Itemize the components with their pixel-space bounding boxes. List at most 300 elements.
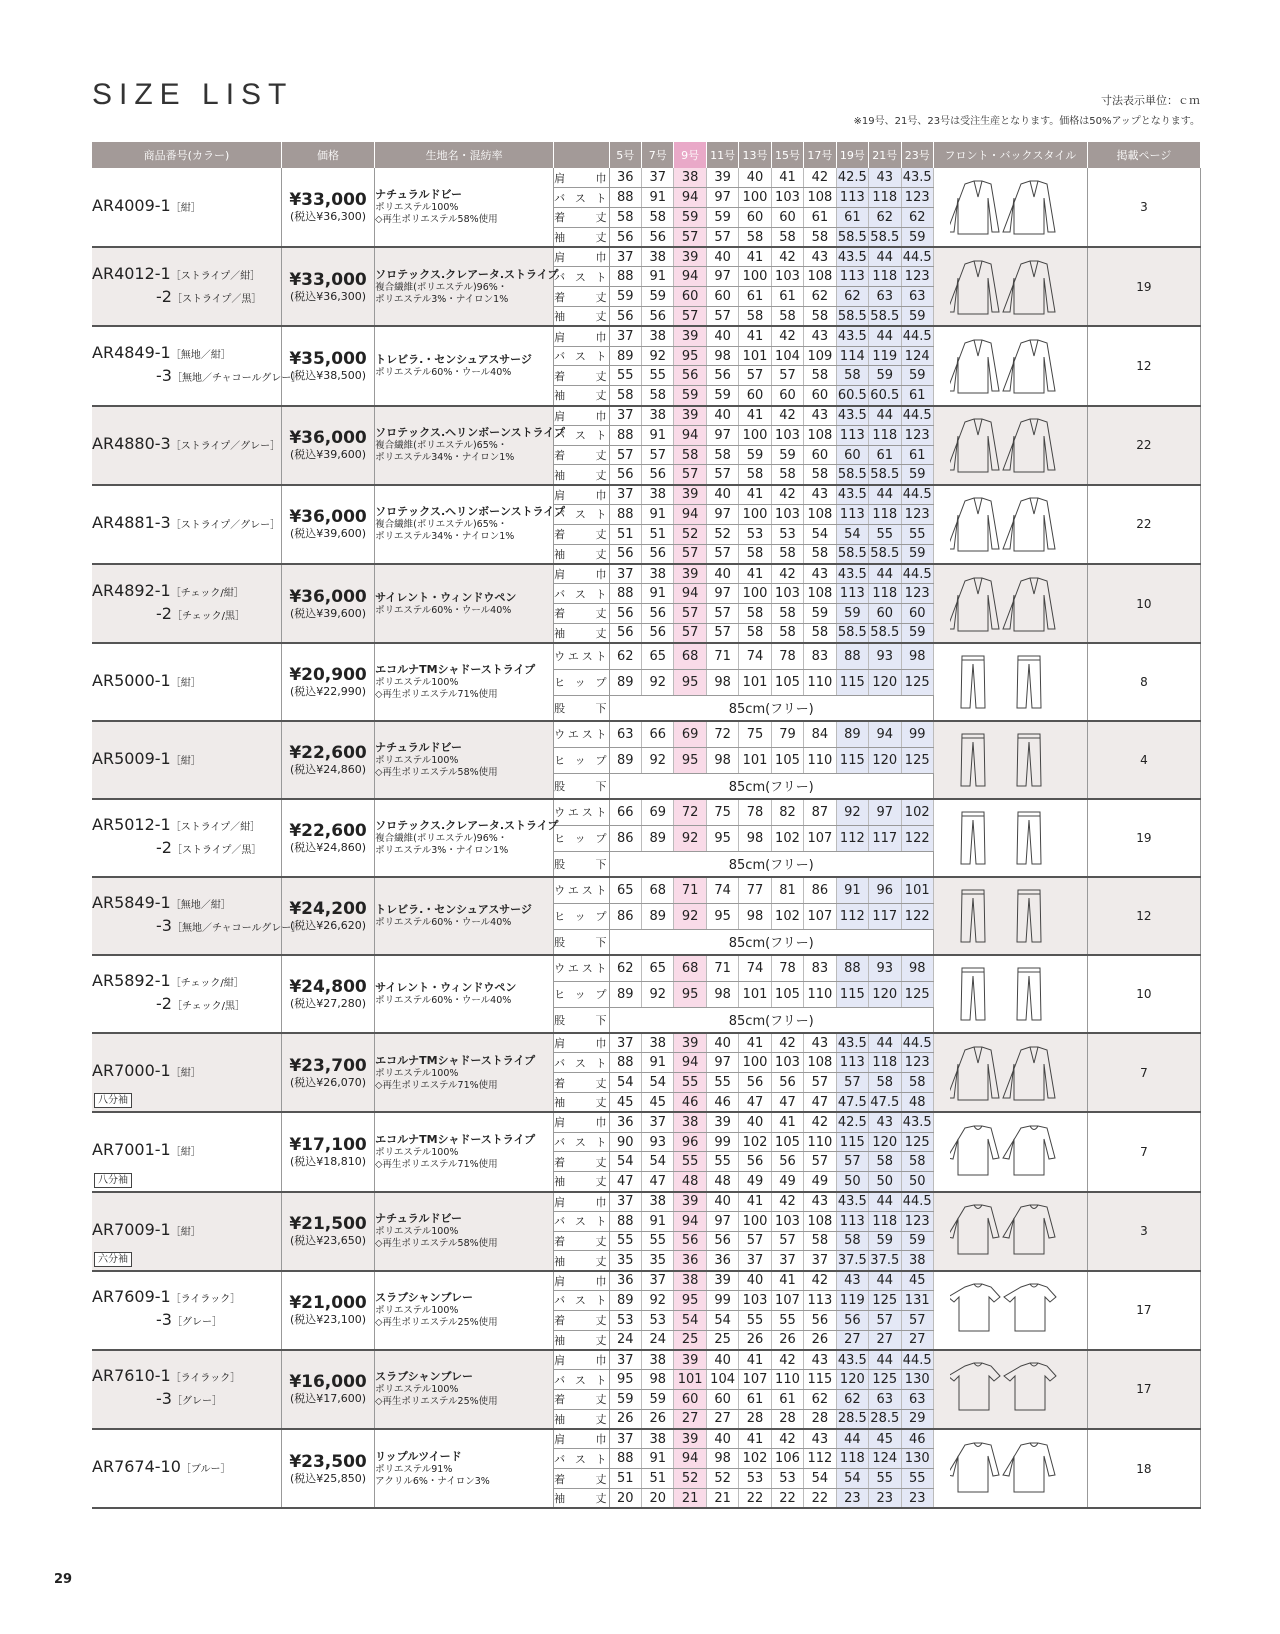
fabric-mix: ◇再生ポリエステル71%使用 bbox=[375, 1079, 498, 1091]
product-code bbox=[92, 994, 281, 1017]
fabric-mix: ポリエステル60%・ウール40% bbox=[375, 604, 512, 616]
price-cell bbox=[281, 1271, 374, 1350]
size-value: 59 bbox=[804, 604, 836, 624]
size-value: 60 bbox=[901, 604, 933, 624]
size-value: 27 bbox=[836, 1330, 868, 1350]
catalog-page: 19 bbox=[1087, 247, 1200, 326]
product-code-cell bbox=[92, 1271, 281, 1350]
size-value: 47.5 bbox=[869, 1093, 901, 1113]
size-value: 110 bbox=[804, 747, 836, 773]
catalog-page: 17 bbox=[1087, 1350, 1200, 1429]
measure-label: 袖 丈 bbox=[554, 1172, 609, 1192]
product-code-cell bbox=[92, 877, 302, 955]
catalog-page: 7 bbox=[1087, 1033, 1200, 1112]
size-value: 78 bbox=[771, 643, 803, 669]
style-illustration bbox=[933, 326, 1087, 405]
measure-label: 袖 丈 bbox=[554, 1409, 609, 1429]
code-color: ［無地／紺］ bbox=[170, 900, 231, 912]
fabric-cell bbox=[375, 168, 554, 247]
size-value: 37 bbox=[642, 1112, 674, 1132]
measure-label: ヒップ bbox=[554, 747, 609, 773]
size-value: 28 bbox=[771, 1409, 803, 1429]
fabric-mix: ◇再生ポリエステル58%使用 bbox=[375, 1238, 498, 1250]
size-value: 60 bbox=[771, 386, 803, 406]
header-size: 5号 bbox=[609, 142, 641, 168]
size-value: 42 bbox=[771, 1429, 803, 1449]
size-value: 43.5 bbox=[836, 247, 868, 267]
size-value: 36 bbox=[609, 1112, 641, 1132]
measure-label: 着 丈 bbox=[554, 1469, 609, 1489]
product-code-cell bbox=[92, 955, 281, 1033]
size-value: 39 bbox=[674, 247, 706, 267]
size-value: 97 bbox=[706, 425, 738, 445]
inseam-value: 85cm(フリー) bbox=[609, 851, 933, 877]
size-value: 44.5 bbox=[901, 1350, 933, 1370]
size-value: 61 bbox=[771, 287, 803, 307]
size-value: 43 bbox=[804, 1429, 836, 1449]
size-value: 55 bbox=[771, 1310, 803, 1330]
size-value: 60.5 bbox=[869, 386, 901, 406]
size-value: 20 bbox=[609, 1488, 641, 1508]
size-value: 51 bbox=[609, 1469, 641, 1489]
measure-label: 肩 巾 bbox=[554, 1271, 609, 1291]
size-value: 92 bbox=[642, 669, 674, 695]
size-value: 38 bbox=[674, 168, 706, 188]
fabric-cell bbox=[375, 721, 554, 799]
fabric-name: エコルナTMシャドーストライプ bbox=[375, 663, 536, 677]
measure-label: バスト bbox=[554, 1290, 609, 1310]
fabric-mix: 複合繊維(ポリエステル)65%・ bbox=[375, 440, 508, 452]
size-value: 38 bbox=[642, 1033, 674, 1053]
size-value: 60 bbox=[739, 208, 771, 228]
fabric-name: サイレント・ウィンドウペン bbox=[375, 590, 517, 604]
size-value: 43.5 bbox=[836, 406, 868, 426]
size-value: 82 bbox=[771, 799, 803, 825]
price-tax: (税込¥24,860) bbox=[289, 841, 367, 855]
size-value: 89 bbox=[609, 747, 641, 773]
measure-label: バスト bbox=[554, 505, 609, 525]
product-code bbox=[92, 287, 281, 310]
size-value: 118 bbox=[869, 425, 901, 445]
size-value: 131 bbox=[901, 1290, 933, 1310]
size-value: 23 bbox=[869, 1488, 901, 1508]
price-tax: (税込¥23,100) bbox=[289, 1313, 367, 1327]
size-value: 52 bbox=[674, 524, 706, 544]
size-value: 55 bbox=[706, 1073, 738, 1093]
size-value: 59 bbox=[901, 465, 933, 485]
price-tax: (税込¥26,620) bbox=[289, 919, 367, 933]
size-value: 94 bbox=[674, 584, 706, 604]
code-number: AR5849-1 bbox=[92, 893, 171, 913]
size-value: 91 bbox=[642, 267, 674, 287]
size-value: 44.5 bbox=[901, 485, 933, 505]
size-value: 59 bbox=[739, 445, 771, 465]
product-code bbox=[92, 343, 281, 366]
size-value: 60 bbox=[804, 386, 836, 406]
size-value: 54 bbox=[609, 1073, 641, 1093]
size-value: 42 bbox=[771, 1192, 803, 1212]
size-value: 110 bbox=[771, 1370, 803, 1390]
table-row bbox=[92, 721, 1201, 747]
table-row bbox=[92, 643, 1201, 669]
size-value: 118 bbox=[869, 1211, 901, 1231]
size-value: 45 bbox=[609, 1093, 641, 1113]
size-value: 118 bbox=[869, 267, 901, 287]
size-value: 44 bbox=[869, 1192, 901, 1212]
order-note: ※19号、21号、23号は受注生産となります。価格は50%アップとなります。 bbox=[853, 116, 1200, 127]
size-value: 41 bbox=[739, 326, 771, 346]
size-value: 43 bbox=[804, 485, 836, 505]
size-value: 38 bbox=[642, 1192, 674, 1212]
measure-label: 袖 丈 bbox=[554, 465, 609, 485]
size-value: 113 bbox=[836, 425, 868, 445]
size-value: 88 bbox=[836, 955, 868, 981]
code-number: -2 bbox=[156, 994, 172, 1014]
table-row bbox=[92, 1033, 1201, 1053]
size-value: 100 bbox=[739, 188, 771, 208]
size-value: 113 bbox=[836, 267, 868, 287]
size-value: 130 bbox=[901, 1449, 933, 1469]
size-value: 38 bbox=[642, 326, 674, 346]
product-code-cell bbox=[92, 326, 302, 405]
size-value: 58 bbox=[739, 465, 771, 485]
size-value: 57 bbox=[706, 623, 738, 643]
fabric-mix: ポリエステル100% bbox=[375, 1384, 459, 1396]
code-number: AR7001-1 bbox=[92, 1140, 171, 1160]
size-value: 54 bbox=[642, 1073, 674, 1093]
size-value: 43 bbox=[804, 1350, 836, 1370]
price-cell bbox=[281, 799, 374, 877]
code-number: -3 bbox=[156, 1310, 172, 1330]
size-value: 102 bbox=[901, 799, 933, 825]
size-value: 75 bbox=[706, 799, 738, 825]
size-value: 60 bbox=[706, 1389, 738, 1409]
size-value: 93 bbox=[642, 1132, 674, 1152]
measure-label: 着 丈 bbox=[554, 524, 609, 544]
size-value: 58 bbox=[804, 1231, 836, 1251]
measure-label: 股 下 bbox=[554, 929, 609, 955]
code-number: AR4892-1 bbox=[92, 580, 171, 600]
price-cell bbox=[281, 1350, 374, 1429]
size-value: 94 bbox=[869, 721, 901, 747]
size-value: 58 bbox=[739, 227, 771, 247]
size-value: 42 bbox=[771, 1350, 803, 1370]
price-cell bbox=[281, 564, 374, 643]
size-value: 54 bbox=[804, 1469, 836, 1489]
catalog-page: 18 bbox=[1087, 1429, 1200, 1508]
fabric-cell bbox=[375, 799, 559, 877]
size-value: 57 bbox=[674, 544, 706, 564]
size-value: 60 bbox=[706, 287, 738, 307]
measure-label: 袖 丈 bbox=[554, 1488, 609, 1508]
fabric-name: ナチュラルドビー bbox=[375, 188, 463, 202]
measure-label: 袖 丈 bbox=[554, 544, 609, 564]
size-value: 58 bbox=[739, 544, 771, 564]
size-value: 79 bbox=[771, 721, 803, 747]
size-value: 43 bbox=[869, 1112, 901, 1132]
size-value: 50 bbox=[901, 1172, 933, 1192]
size-value: 45 bbox=[901, 1271, 933, 1291]
code-color: ［グレー］ bbox=[171, 1396, 222, 1408]
code-color: ［紺］ bbox=[170, 1147, 201, 1159]
price: ¥35,000 bbox=[289, 348, 367, 369]
size-value: 100 bbox=[739, 425, 771, 445]
size-value: 53 bbox=[609, 1310, 641, 1330]
measure-label: バスト bbox=[554, 425, 609, 445]
size-value: 94 bbox=[674, 1449, 706, 1469]
size-value: 40 bbox=[739, 1112, 771, 1132]
size-value: 55 bbox=[642, 366, 674, 386]
size-value: 40 bbox=[706, 406, 738, 426]
size-value: 56 bbox=[706, 1231, 738, 1251]
size-value: 43 bbox=[836, 1271, 868, 1291]
product-code bbox=[92, 671, 281, 694]
size-value: 72 bbox=[706, 721, 738, 747]
size-value: 118 bbox=[869, 188, 901, 208]
code-color: ［ストライプ／紺］ bbox=[170, 270, 261, 282]
size-value: 57 bbox=[804, 1152, 836, 1172]
code-number: AR7610-1 bbox=[92, 1366, 171, 1386]
size-value: 97 bbox=[706, 267, 738, 287]
size-value: 122 bbox=[901, 825, 933, 851]
header-size: 7号 bbox=[642, 142, 674, 168]
jacket-front-back-icon bbox=[950, 1044, 1070, 1102]
product-code bbox=[92, 604, 281, 627]
size-value: 58.5 bbox=[869, 465, 901, 485]
measure-label: 袖 丈 bbox=[554, 1093, 609, 1113]
size-value: 92 bbox=[642, 981, 674, 1007]
size-value: 56 bbox=[609, 227, 641, 247]
size-value: 60 bbox=[836, 445, 868, 465]
size-value: 58 bbox=[804, 465, 836, 485]
size-value: 22 bbox=[739, 1488, 771, 1508]
fabric-mix: ポリエステル100% bbox=[375, 202, 459, 214]
size-table bbox=[92, 142, 1201, 1509]
product-code bbox=[92, 749, 281, 772]
size-value: 58 bbox=[804, 307, 836, 327]
size-value: 53 bbox=[771, 1469, 803, 1489]
price-tax: (税込¥39,600) bbox=[289, 448, 367, 462]
catalog-page: 12 bbox=[1087, 326, 1200, 405]
size-value: 40 bbox=[739, 1271, 771, 1291]
size-value: 59 bbox=[869, 1231, 901, 1251]
size-value: 65 bbox=[642, 643, 674, 669]
size-value: 44.5 bbox=[901, 247, 933, 267]
size-value: 43 bbox=[804, 247, 836, 267]
size-value: 59 bbox=[901, 227, 933, 247]
header-price: 価格 bbox=[281, 142, 374, 168]
table-row bbox=[92, 406, 1201, 426]
fabric-name: ソロテックス.ヘリンボーンストライプ bbox=[375, 426, 565, 440]
code-color: ［ストライプ／黒］ bbox=[171, 293, 262, 305]
code-color: ［紺］ bbox=[170, 677, 201, 689]
style-illustration bbox=[933, 1112, 1087, 1191]
header-size: 23号 bbox=[901, 142, 933, 168]
code-number: AR5012-1 bbox=[92, 815, 171, 835]
jacket-front-back-icon bbox=[950, 495, 1070, 553]
inseam-value: 85cm(フリー) bbox=[609, 695, 933, 721]
size-value: 58.5 bbox=[836, 465, 868, 485]
size-value: 88 bbox=[609, 425, 641, 445]
size-value: 54 bbox=[836, 524, 868, 544]
size-value: 112 bbox=[804, 1449, 836, 1469]
size-value: 113 bbox=[804, 1290, 836, 1310]
product-code bbox=[92, 365, 302, 389]
measure-label: 着 丈 bbox=[554, 604, 609, 624]
catalog-page: 19 bbox=[1087, 799, 1200, 877]
fabric-mix: ポリエステル60%・ウール40% bbox=[375, 995, 512, 1007]
measure-label: 肩 巾 bbox=[554, 1350, 609, 1370]
product-code-cell bbox=[92, 799, 281, 877]
size-value: 37 bbox=[739, 1251, 771, 1271]
size-value: 36 bbox=[609, 1271, 641, 1291]
price: ¥36,000 bbox=[289, 428, 367, 449]
size-value: 55 bbox=[706, 1152, 738, 1172]
size-value: 59 bbox=[609, 1389, 641, 1409]
size-value: 62 bbox=[609, 955, 641, 981]
price: ¥20,900 bbox=[289, 665, 367, 686]
fabric-cell bbox=[375, 1350, 554, 1429]
size-value: 37 bbox=[771, 1251, 803, 1271]
size-value: 94 bbox=[674, 1053, 706, 1073]
size-value: 37 bbox=[609, 564, 641, 584]
size-value: 89 bbox=[836, 721, 868, 747]
size-value: 27 bbox=[674, 1409, 706, 1429]
size-value: 41 bbox=[739, 406, 771, 426]
fabric-mix: ◇再生ポリエステル25%使用 bbox=[375, 1317, 498, 1329]
size-value: 123 bbox=[901, 425, 933, 445]
size-value: 59 bbox=[642, 1389, 674, 1409]
size-value: 95 bbox=[706, 825, 738, 851]
size-value: 58.5 bbox=[836, 227, 868, 247]
size-value: 125 bbox=[901, 669, 933, 695]
size-value: 42 bbox=[771, 485, 803, 505]
size-value: 109 bbox=[804, 346, 836, 366]
price: ¥21,500 bbox=[289, 1214, 367, 1235]
size-value: 52 bbox=[706, 524, 738, 544]
fabric-mix: ポリエステル100% bbox=[375, 755, 459, 767]
size-value: 46 bbox=[706, 1093, 738, 1113]
size-value: 87 bbox=[804, 799, 836, 825]
size-value: 74 bbox=[706, 877, 738, 903]
size-value: 37 bbox=[642, 168, 674, 188]
size-value: 97 bbox=[706, 1053, 738, 1073]
measure-label: 着 丈 bbox=[554, 445, 609, 465]
size-value: 56 bbox=[642, 227, 674, 247]
size-value: 44 bbox=[869, 247, 901, 267]
size-value: 41 bbox=[771, 1271, 803, 1291]
size-value: 69 bbox=[674, 721, 706, 747]
size-value: 91 bbox=[642, 1053, 674, 1073]
size-value: 56 bbox=[609, 307, 641, 327]
size-value: 54 bbox=[642, 1152, 674, 1172]
code-number: AR5892-1 bbox=[92, 971, 171, 991]
size-value: 95 bbox=[674, 669, 706, 695]
size-value: 88 bbox=[836, 643, 868, 669]
product-code-cell bbox=[92, 721, 281, 799]
measure-label: 股 下 bbox=[554, 695, 609, 721]
fabric-mix: アクリル6%・ナイロン3% bbox=[375, 1475, 490, 1487]
size-value: 54 bbox=[609, 1152, 641, 1172]
size-value: 60 bbox=[739, 386, 771, 406]
size-value: 55 bbox=[901, 524, 933, 544]
size-value: 39 bbox=[706, 1271, 738, 1291]
code-color: ［チェック/紺］ bbox=[170, 978, 244, 990]
fabric-cell bbox=[375, 1429, 554, 1508]
size-value: 63 bbox=[901, 287, 933, 307]
size-value: 55 bbox=[674, 1073, 706, 1093]
size-value: 37 bbox=[609, 1033, 641, 1053]
size-value: 98 bbox=[706, 1449, 738, 1469]
fabric-cell bbox=[375, 1033, 554, 1112]
size-value: 88 bbox=[609, 1449, 641, 1469]
size-value: 38 bbox=[642, 485, 674, 505]
pants-front-back-icon bbox=[950, 887, 1070, 945]
size-value: 44 bbox=[869, 406, 901, 426]
measure-label: 着 丈 bbox=[554, 1389, 609, 1409]
size-value: 38 bbox=[642, 564, 674, 584]
product-code bbox=[92, 893, 281, 916]
size-value: 28 bbox=[739, 1409, 771, 1429]
shirt-front-back-icon bbox=[950, 1281, 1070, 1339]
size-value: 57 bbox=[739, 1231, 771, 1251]
price-tax: (税込¥36,300) bbox=[289, 210, 367, 224]
size-value: 40 bbox=[706, 1429, 738, 1449]
price-cell bbox=[281, 955, 374, 1033]
fabric-name: トレビラ.・センシュアスサージ bbox=[375, 352, 532, 366]
size-value: 56 bbox=[642, 604, 674, 624]
product-code bbox=[92, 434, 281, 457]
size-value: 40 bbox=[706, 564, 738, 584]
size-value: 55 bbox=[869, 524, 901, 544]
size-value: 96 bbox=[869, 877, 901, 903]
size-value: 108 bbox=[804, 1211, 836, 1231]
table-row bbox=[92, 564, 1201, 584]
size-value: 58 bbox=[804, 227, 836, 247]
measure-label: 袖 丈 bbox=[554, 307, 609, 327]
size-value: 57 bbox=[674, 227, 706, 247]
size-value: 43 bbox=[869, 168, 901, 188]
size-value: 38 bbox=[642, 406, 674, 426]
size-value: 102 bbox=[771, 903, 803, 929]
size-value: 94 bbox=[674, 505, 706, 525]
size-value: 53 bbox=[739, 524, 771, 544]
product-code-cell bbox=[92, 247, 281, 326]
style-illustration bbox=[933, 247, 1087, 326]
size-value: 98 bbox=[706, 669, 738, 695]
size-value: 91 bbox=[642, 1211, 674, 1231]
size-value: 86 bbox=[609, 825, 641, 851]
measure-label: 袖 丈 bbox=[554, 386, 609, 406]
size-value: 107 bbox=[804, 825, 836, 851]
size-value: 42 bbox=[804, 1112, 836, 1132]
price: ¥24,800 bbox=[289, 977, 367, 998]
size-value: 28.5 bbox=[869, 1409, 901, 1429]
size-value: 59 bbox=[901, 366, 933, 386]
size-value: 58 bbox=[642, 208, 674, 228]
price-tax: (税込¥22,990) bbox=[289, 685, 367, 699]
size-value: 88 bbox=[609, 267, 641, 287]
size-value: 91 bbox=[642, 1449, 674, 1469]
fabric-name: エコルナTMシャドーストライプ bbox=[375, 1132, 536, 1146]
fabric-cell bbox=[375, 1192, 554, 1271]
code-number: AR5009-1 bbox=[92, 748, 171, 768]
size-value: 61 bbox=[836, 208, 868, 228]
unit-note: 寸法表示単位：ｃｍ bbox=[1101, 94, 1200, 107]
size-value: 27 bbox=[706, 1409, 738, 1429]
size-value: 43.5 bbox=[836, 1192, 868, 1212]
size-value: 65 bbox=[609, 877, 641, 903]
